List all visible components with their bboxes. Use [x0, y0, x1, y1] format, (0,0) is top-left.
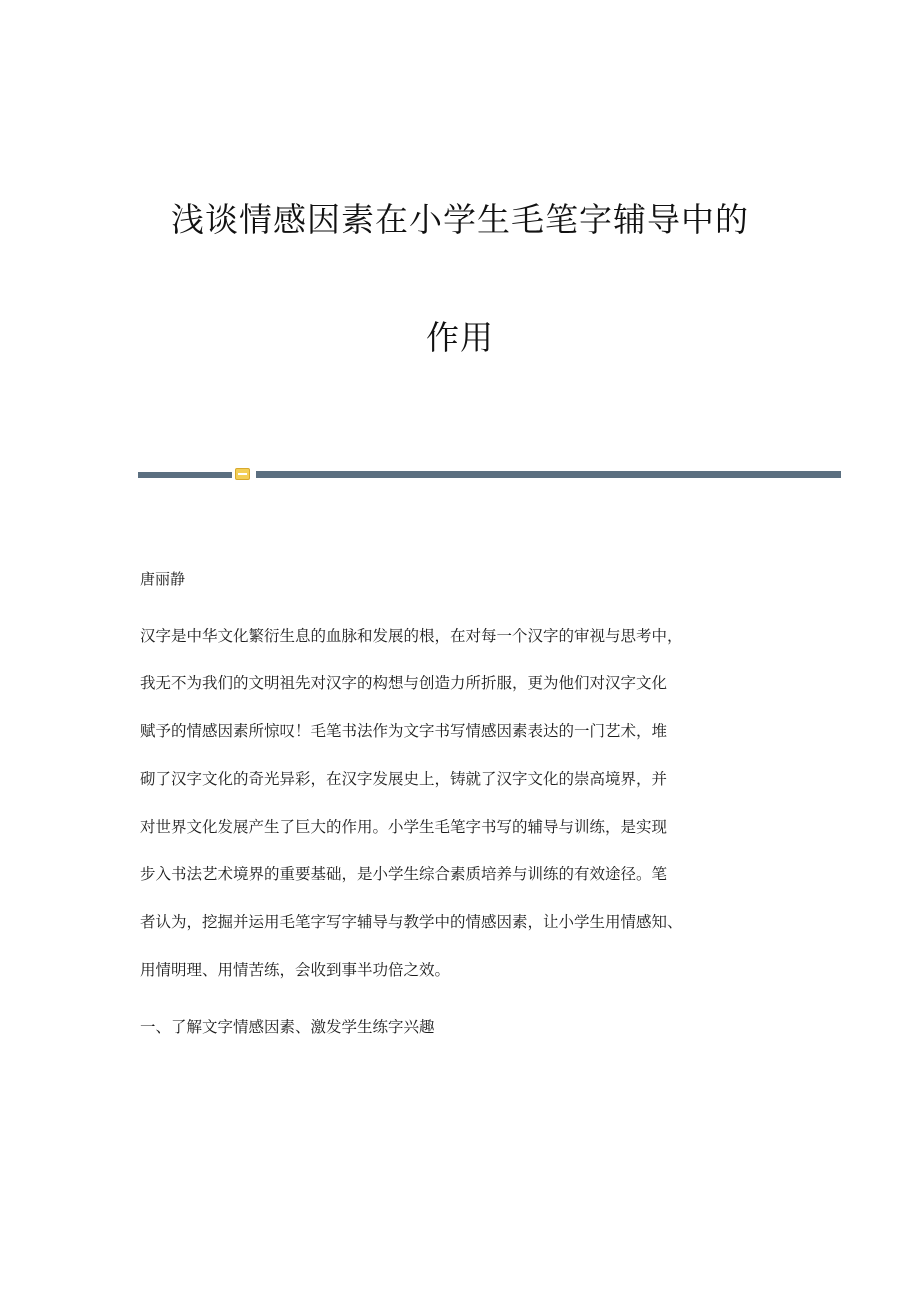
- divider-bar-right: [256, 471, 841, 478]
- document-title-line-2: 作用: [426, 318, 494, 357]
- document-title-line-1: 浅谈情感因素在小学生毛笔字辅导中的: [171, 200, 749, 239]
- paragraph-line: 汉字是中华文化繁衍生息的血脉和发展的根，在对每一个汉字的审视与思考中，: [140, 627, 683, 645]
- paragraph-line: 对世界文化发展产生了巨大的作用。小学生毛笔字书写的辅导与训练，是实现: [140, 818, 668, 836]
- divider-bar-left: [138, 472, 232, 478]
- paragraph-line: 用情明理、用情苦练，会收到事半功倍之效。: [140, 961, 451, 979]
- section-heading: 一、了解文字情感因素、激发学生练字兴趣: [140, 1018, 435, 1036]
- paragraph-line: 我无不为我们的文明祖先对汉字的构想与创造力所折服，更为他们对汉字文化: [140, 674, 668, 692]
- paragraph-line: 砌了汉字文化的奇光异彩，在汉字发展史上，铸就了汉字文化的崇高境界，并: [140, 770, 668, 788]
- paragraph-line: 步入书法艺术境界的重要基础，是小学生综合素质培养与训练的有效途径。笔: [140, 865, 668, 883]
- title-divider: [138, 466, 841, 482]
- paragraph-line: 赋予的情感因素所惊叹！毛笔书法作为文字书写情感因素表达的一门艺术，堆: [140, 722, 668, 740]
- paragraph-line: 者认为，挖掘并运用毛笔字写字辅导与教学中的情感因素，让小学生用情感知、: [140, 913, 683, 931]
- author-name: 唐丽静: [140, 570, 186, 588]
- envelope-ornament-icon: [235, 468, 250, 480]
